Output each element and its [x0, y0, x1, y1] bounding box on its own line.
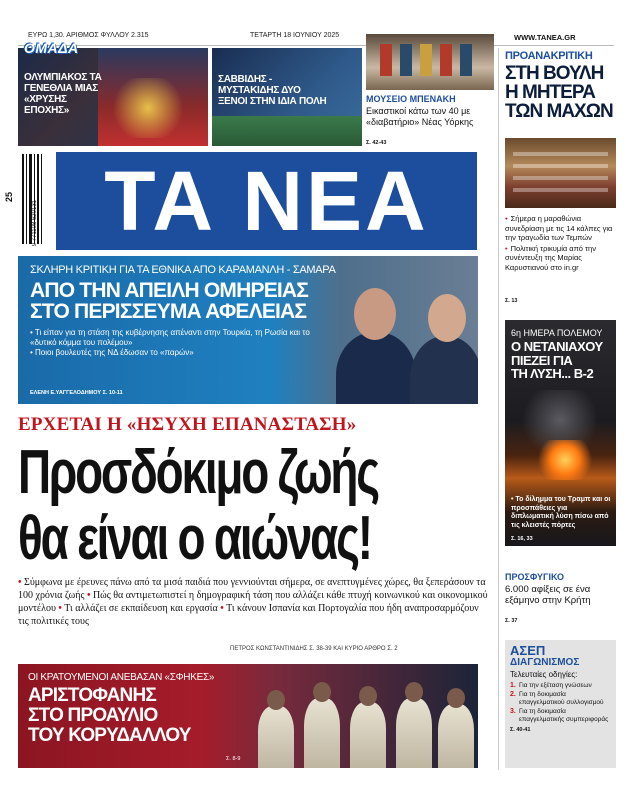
war-title — [511, 340, 603, 381]
asep-item-text: Για την εξέταση γνώσεων — [519, 682, 592, 689]
politics-title — [30, 280, 308, 322]
politics-kicker: ΣΚΛΗΡΗ ΚΡΙΤΙΚΗ ΓΙΑ ΤΑ ΕΘΝΙΚΑ ΑΠΟ ΚΑΡΑΜΑΝΛΗ - ΣΑΜΑΡΑ — [30, 264, 336, 276]
refugee-text: 6.000 αφίξεις σε ένα εξάμηνο στην Κρήτη — [505, 584, 591, 606]
proanakritiki-title-line2: Η ΜΗΤΕΡΑ — [505, 82, 595, 103]
asep-title: ΑΣΕΠ — [510, 643, 546, 658]
war-title-line2: ΠΙΕΖΕΙ ΓΙΑ — [511, 352, 573, 368]
actor-head — [447, 688, 465, 708]
aristophanes-title-line2: ΣΤΟ ΠΡΟΑΥΛΙΟ — [28, 705, 158, 726]
war-title-line1: Ο ΝΕΤΑΝΙΑΧΟΥ — [511, 339, 603, 354]
proanakritiki-title — [505, 64, 617, 121]
issue-date: ΤΕΤΑΡΤΗ 18 ΙΟΥΝΙΟΥ 2025 — [250, 32, 340, 39]
sports-savvidis-title: ΣΑΒΒΙΔΗΣ - ΜΥΣΤΑΚΙΔΗΣ ΔΥΟ ΞΕΝΟΙ ΣΤΗΝ ΙΔΙΑ ΠΟΛΗ — [218, 74, 327, 107]
aristophanes-page-ref: Σ. 8-9 — [226, 756, 241, 762]
actor-figure — [438, 704, 474, 768]
aristophanes-kicker: ΟΙ ΚΡΑΤΟΥΜΕΝΟΙ ΑΝΕΒΑΣΑΝ «ΣΦΗΚΕΣ» — [28, 672, 215, 683]
proanakritiki-title-line1: ΣΤΗ ΒΟΥΛΗ — [505, 63, 604, 84]
war-title-line3: ΤΗ ΛΥΣΗ... Β-2 — [511, 366, 594, 381]
museum-text: Εικαστικοί κάτω των 40 με «διαβατήριο» Νέας Υόρκης — [366, 106, 474, 127]
actor-figure — [258, 706, 294, 768]
politics-title-line2: ΣΤΟ ΠΕΡΙΣΣΕΥΜΑ ΑΦΕΛΕΙΑΣ — [30, 300, 307, 323]
barcode-icon — [16, 150, 46, 250]
politics-bullets — [30, 328, 330, 358]
proanakritiki-bullet: • Σήμερα η μαραθώνια συνεδρίαση με τις 14 κάλπες για την τραγωδία των Τεμπών — [505, 214, 615, 243]
asep-item: 3. Για τη δοκιμασία επαγγελματικής συμπεριφοράς — [510, 708, 609, 723]
karamanlis-head — [354, 288, 396, 340]
sports-panel-savvidis[interactable] — [212, 48, 362, 146]
page-number: 25 — [4, 192, 14, 203]
asep-intro: Τελευταίες οδηγίες: — [510, 670, 578, 679]
proanakritiki-bullet: • Πολιτική τρικυμία από την συνέντευξη της Μαρίας Καρυστιανού στο in.gr — [505, 244, 615, 273]
lead-part: Τι κάνουν Ισπανία και Πορτογαλία που ήδη αναπροσαρμόζουν τις πολιτικές τους — [18, 603, 479, 627]
politics-bullet: • Τι είπαν για τη στάση της κυβέρνησης απέναντι στην Τουρκία, τη Ρωσία και το «δυτικό κόμμα του πολέμου» — [30, 328, 330, 348]
sports-olympiacos-title: ΟΛΥΜΠΙΑΚΟΣ ΤΑ ΓΕΝΕΘΛΙΑ ΜΙΑΣ «ΧΡΥΣΗΣ ΕΠΟΧΗΣ» — [24, 72, 102, 116]
proanakritiki-title-line3: ΤΩΝ ΜΑΧΩΝ — [505, 101, 613, 122]
politics-title-line1: ΑΠΟ ΤΗΝ ΑΠΕΙΛΗ ΟΜΗΡΕΙΑΣ — [30, 279, 309, 302]
sports-panel-olympiacos[interactable] — [18, 48, 208, 146]
actor-head — [313, 682, 331, 702]
main-lead: • Σύμφωνα με έρευνες πάνω από τα μισά παιδιά που γεννιούνται σήμερα, σε ανεπτυγμένες χώρες, θα ξεπεράσουν τα 100 χρόνια ζωής • Πώς θα αντιμετωπιστεί η δημογραφική τάση που αλλάζει κάθε πτυχή κοινωνικού και οικονομικού μοντέλου • Τι αλλάζει σε εκπαίδευση και εργασία • Τι κάνουν Ισπανία και Πορτογαλία που ήδη αναπροσαρμόζουν τις πολιτικές τους — [18, 577, 488, 627]
column-divider — [498, 48, 499, 770]
proanakritiki-page-ref: Σ. 13 — [505, 298, 518, 304]
refugee-kicker[interactable]: ΠΡΟΣΦΥΓΙΚΟ — [505, 572, 565, 582]
proanakritiki-bullets — [505, 214, 615, 273]
asep-page-ref: Σ. 40-41 — [510, 727, 531, 733]
actor-figure — [350, 702, 386, 768]
museum-page-ref: Σ. 42-43 — [366, 140, 387, 146]
refugee-page-ref: Σ. 37 — [505, 618, 518, 624]
aristophanes-title — [28, 686, 191, 746]
website-link[interactable]: WWW.TANEA.GR — [514, 33, 576, 42]
museum-title[interactable]: ΜΟΥΣΕΙΟ ΜΠΕΝΑΚΗ — [366, 94, 456, 104]
fire-image — [535, 440, 595, 480]
lead-part: Τι αλλάζει σε εκπαίδευση και εργασία — [64, 603, 218, 614]
politics-bullet: • Ποιοι βουλευτές της ΝΔ έδωσαν το «παρών» — [30, 348, 330, 358]
masthead-title[interactable]: ΤΑ ΝΕΑ — [104, 154, 429, 248]
war-kicker: 6η ΗΜΕΡΑ ΠΟΛΕΜΟΥ — [511, 328, 603, 338]
section-omada-logo: ΟΜΑΔΑ — [24, 40, 79, 56]
aristophanes-banner[interactable] — [18, 664, 478, 768]
main-page-ref: ΠΕΤΡΟΣ ΚΩΝΣΤΑΝΤΙΝΙΔΗΣ Σ. 38-39 ΚΑΙ ΚΥΡΙΟ ΑΡΘΡΟ Σ. 2 — [230, 646, 398, 652]
samaras-figure — [410, 336, 478, 404]
barcode-number: 9 771108 620131 — [32, 200, 38, 247]
asep-list — [510, 682, 611, 724]
asep-item: 1. Για την εξέταση γνώσεων — [510, 682, 592, 689]
main-kicker: ΕΡΧΕΤΑΙ Η «ΗΣΥΧΗ ΕΠΑΝΑΣΤΑΣΗ» — [18, 414, 357, 435]
price-issue: ΕΥΡΩ 1,30. ΑΡΙΘΜΟΣ ΦΥΛΛΟΥ 2.315 — [28, 32, 149, 39]
asep-box[interactable] — [505, 640, 616, 768]
lead-part: Πώς θα αντιμετωπιστεί η δημογραφική τάση που αλλάζει κάθε πτυχή κοινωνικού και οικονομικού μοντέλου — [18, 590, 488, 614]
asep-item: 2. Για τη δοκιμασία επαγγελματικού συλλογισμού — [510, 691, 604, 706]
lead-part: Σύμφωνα με έρευνες πάνω από τα μισά παιδιά που γεννιούνται σήμερα, σε ανεπτυγμένες χώρες, θα ξεπεράσουν τα 100 χρόνια ζωής — [18, 577, 486, 601]
aristophanes-title-line1: ΑΡΙΣΤΟΦΑΝΗΣ — [28, 685, 156, 706]
proanakritiki-kicker[interactable]: ΠΡΟΑΝΑΚΡΙΤΙΚΗ — [505, 50, 593, 62]
war-page-ref: Σ. 16, 33 — [511, 536, 533, 542]
aristophanes-title-line3: ΤΟΥ ΚΟΡΥΔΑΛΛΟΥ — [28, 725, 191, 746]
parliament-photo — [505, 138, 616, 208]
top-rule — [18, 45, 614, 46]
asep-item-text: Για τη δοκιμασία επαγγελματικού συλλογισμού — [519, 691, 604, 706]
actor-head — [405, 682, 423, 702]
asep-item-text: Για τη δοκιμασία επαγγελματικής συμπεριφοράς — [519, 708, 609, 723]
main-headline-line2[interactable]: θα είναι ο αιώνας! — [18, 504, 371, 573]
karamanlis-figure — [336, 332, 416, 404]
politics-panel[interactable] — [18, 256, 478, 404]
actor-head — [267, 690, 285, 710]
war-text: • Το δίλημμα του Τραμπ και οι προσπάθειες για διπλωματική λύση πίσω από τις κλειστές πόρτες — [511, 496, 611, 529]
samaras-head — [428, 294, 466, 342]
actor-head — [359, 686, 377, 706]
war-text-body: Το δίλημμα του Τραμπ και οι προσπάθειες για διπλωματική λύση πίσω από τις κλειστές πόρτες — [511, 496, 611, 529]
museum-photo — [366, 34, 494, 90]
main-headline-line1[interactable]: Προσδόκιμο ζωής — [18, 438, 378, 507]
politics-byline: ΕΛΕΝΗ Ε.ΥΑΓΓΕΛΟΔΗΜΟΥ Σ. 10-11 — [30, 390, 123, 396]
actor-figure — [396, 698, 432, 768]
war-panel[interactable] — [505, 320, 616, 546]
asep-subtitle: ΔΙΑΓΩΝΙΣΜΟΣ — [510, 657, 580, 668]
actor-figure — [304, 698, 340, 768]
